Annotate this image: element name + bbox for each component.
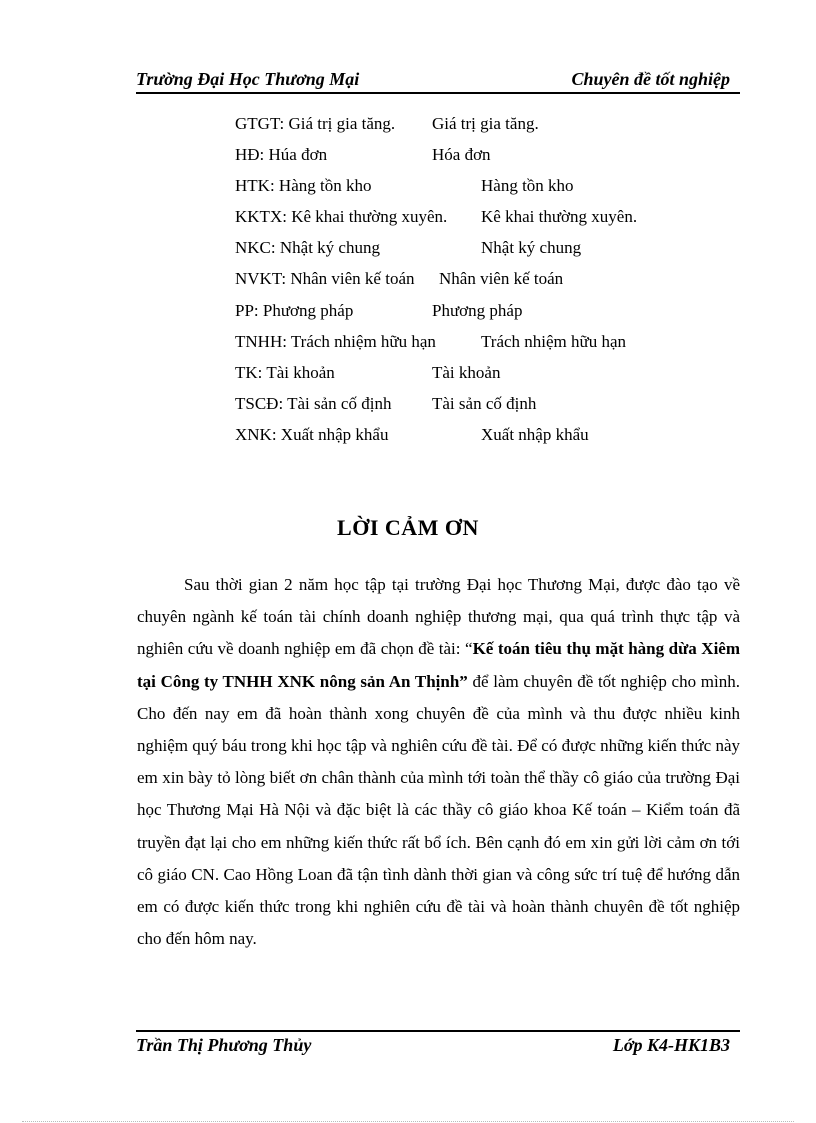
page-footer (136, 1030, 740, 1062)
abbreviation-term: HTK: Hàng tồn kho (235, 176, 372, 196)
abbreviation-row (235, 362, 715, 393)
abbreviation-row (235, 393, 715, 424)
paragraph-rest: để làm chuyên đề tốt nghiệp cho mình. Cho đến nay em đã hoàn thành xong chuyên đề của mình và thu được nhiều kinh nghiệm quý báu trong khi học tập và nghiên cứu đề tài. Để có được những kiến thức này em xin bày tỏ lòng biết ơn chân thành của mình tới toàn thể thầy cô giáo của trường Đại học Thương Mại Hà Nội và đặc biệt là các thầy cô giáo khoa Kế toán – Kiểm toán đã truyền đạt lại cho em những kiến thức rất bổ ích. Bên cạnh đó em xin gửi lời cảm ơn tới cô giáo CN. Cao Hồng Loan đã tận tình dành thời gian và công sức trí tuệ để hướng dẫn em có được kiến thức trong khi nghiên cứu đề tài và hoàn thành chuyên đề tốt nghiệp cho đến hôm nay. (137, 671, 740, 949)
paragraph-intro: Sau thời gian 2 năm học tập tại trường Đại học Thương Mại, được đào tạo về chuyên ngành kế toán tài chính doanh nghiệp thương mại, qua quá trình thực tập và nghiên cứu về doanh nghiệp em đã chọn đề tài: “ (137, 575, 740, 659)
abbreviation-term: XNK: Xuất nhập khẩu (235, 424, 389, 444)
page-header (136, 68, 740, 94)
thesis-topic: Kế toán tiêu thụ mặt hàng dừa Xiêm tại Công ty TNHH XNK nông sản An Thịnh” (137, 639, 740, 691)
abbreviation-row (235, 268, 715, 299)
abbreviation-term: GTGT: Giá trị gia tăng. (235, 114, 396, 133)
abbreviation-meaning: Trách nhiệm hữu hạn (481, 331, 627, 351)
abbreviation-meaning: Nhật ký chung (481, 238, 582, 258)
abbreviation-meaning: Kê khai thường xuyên. (481, 207, 638, 227)
abbreviation-row (235, 300, 715, 331)
abbreviation-row (235, 206, 715, 237)
abbreviation-row (235, 237, 715, 268)
header-school: Trường Đại Học Thương Mại (136, 69, 360, 89)
abbreviation-list (235, 113, 715, 455)
section-title: LỜI CẢM ƠN (337, 515, 479, 540)
abbreviation-row (235, 113, 715, 144)
abbreviation-term: NKC: Nhật ký chung (235, 238, 380, 258)
header-doc-type: Chuyên đề tốt nghiệp (571, 69, 730, 89)
footer-author: Trần Thị Phương Thủy (136, 1035, 312, 1055)
abbreviation-meaning: Xuất nhập khẩu (481, 424, 589, 444)
footer-class: Lớp K4-HK1B3 (612, 1035, 730, 1055)
abbreviation-meaning: Tài khoản (432, 362, 501, 382)
abbreviation-row (235, 331, 715, 362)
acknowledgement-paragraph (137, 569, 740, 955)
abbreviation-row (235, 144, 715, 175)
abbreviation-term: HĐ: Húa đơn (235, 145, 328, 165)
page-bottom-divider (22, 1121, 794, 1122)
abbreviation-term: TK: Tài khoản (235, 362, 335, 382)
abbreviation-term: NVKT: Nhân viên kế toán (235, 269, 415, 289)
abbreviation-meaning: Nhân viên kế toán (439, 269, 564, 289)
abbreviation-term: KKTX: Kê khai thường xuyên. (235, 207, 448, 227)
abbreviation-term: TNHH: Trách nhiệm hữu hạn (235, 331, 436, 351)
abbreviation-meaning: Tài sản cố định (432, 393, 537, 413)
abbreviation-meaning: Hàng tồn kho (481, 176, 574, 196)
abbreviation-term: PP: Phương pháp (235, 300, 354, 320)
abbreviation-row (235, 175, 715, 206)
abbreviation-row (235, 424, 715, 455)
abbreviation-term: TSCĐ: Tài sản cố định (235, 393, 392, 413)
abbreviation-meaning: Giá trị gia tăng. (432, 114, 539, 133)
abbreviation-meaning: Phương pháp (432, 300, 523, 320)
abbreviation-meaning: Hóa đơn (432, 145, 491, 165)
